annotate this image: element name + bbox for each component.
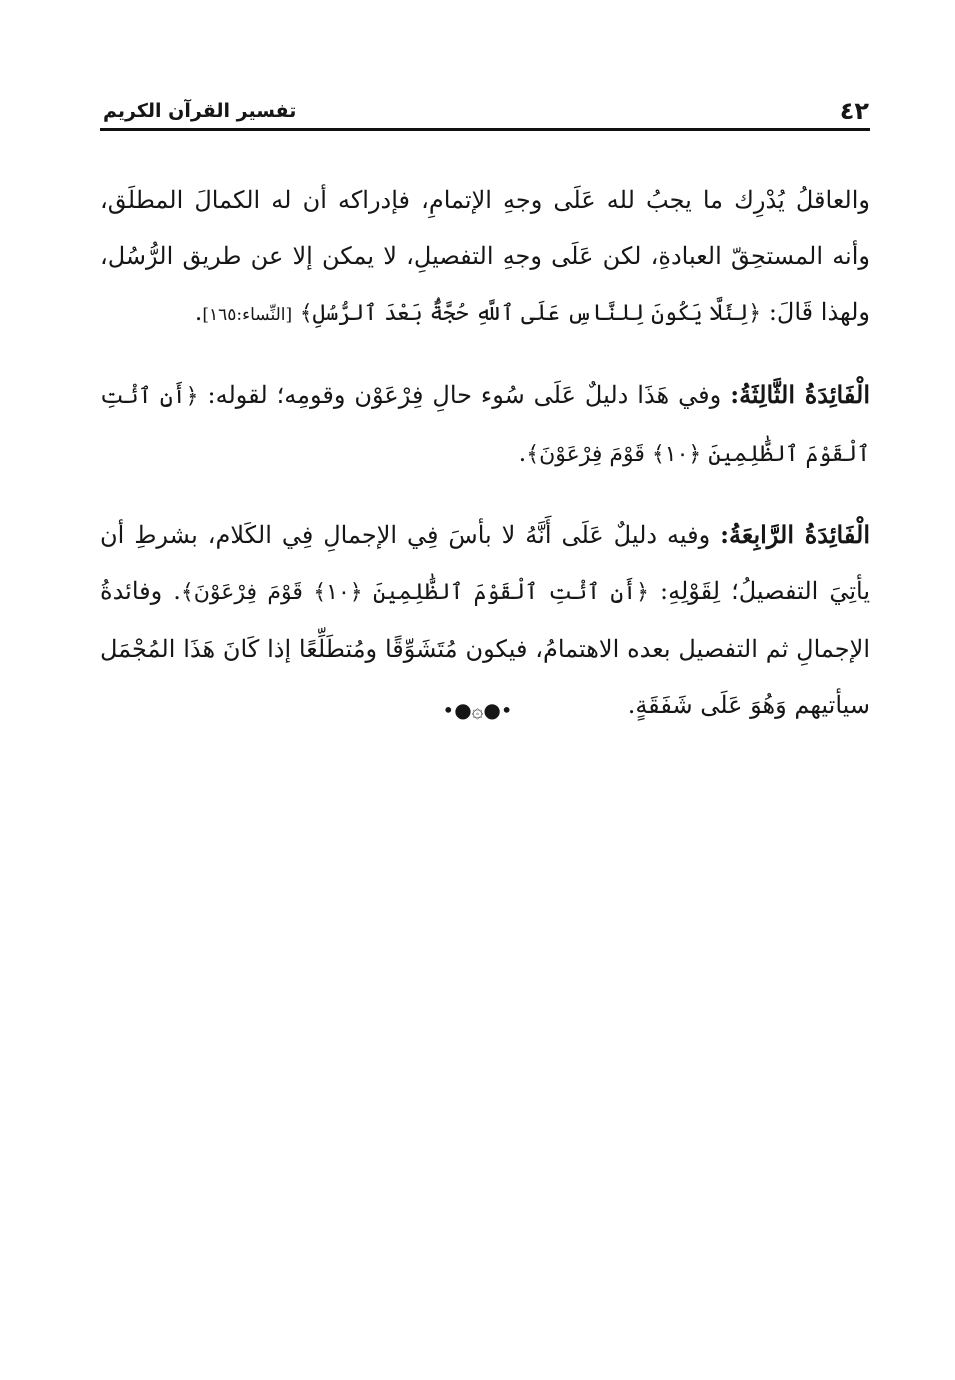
paragraph [100, 172, 870, 343]
verse-citation: [النِّساء:١٦٥] [202, 305, 293, 325]
quran-verse: ﴿أَنِ ٱئْتِ ٱلْقَوْمَ ٱلظَّٰلِمِينَ ﴿١٠﴾ قَوْمَ فِرْعَوْنَ﴾ [180, 580, 650, 605]
paragraph [100, 367, 870, 483]
end-ornament-icon: •●۞●• [442, 698, 513, 722]
body-text: وفيه دليلٌ عَلَى أَنَّهُ لا بأسَ فِي الإجمالِ فِي الكَلام، بشرطِ أن يأتِيَ التفصيلُ؛ لِقَوْلِهِ: [100, 521, 870, 605]
section-label: الْفَائِدَةُ الثَّالِثَةُ: [730, 380, 870, 409]
body-text: وفي هَذَا دليلٌ عَلَى سُوء حالِ فِرْعَوْن وقومِه؛ لقوله: [198, 381, 731, 409]
body-text: والعاقلُ يُدْرِك ما يجبُ لله عَلَى وجهِ الإتمامِ، فإدراكه أن له الكمالَ المطلَق، وأنه المستحِقّ العبادةِ، لكن عَلَى وجهِ التفصيلِ، لا يمكن إلا عن طريق الرُّسُل، ولهذا قَالَ: [100, 186, 870, 326]
quran-verse: ﴿لِئَلَّا يَكُونَ لِلنَّاسِ عَلَى ٱللَّهِ حُجَّةٌۢ بَعْدَ ٱلرُّسُلِ﴾ [299, 301, 762, 326]
body-text: . [194, 298, 203, 326]
header-divider [100, 128, 870, 131]
quran-verse: ﴿أَنِ ٱئْتِ ٱلْقَوْمَ ٱلظَّٰلِمِينَ ﴿١٠﴾ قَوْمَ فِرْعَوْنَ﴾ [100, 384, 870, 467]
section-label: الْفَائِدَةُ الرَّابِعَةُ: [720, 520, 870, 549]
page-body [100, 172, 870, 757]
page-number: ٤٢ [839, 97, 869, 125]
body-text: . [518, 439, 527, 467]
page-header [103, 96, 869, 126]
body-text: . وفائدةُ الإجمالِ ثم التفصيل بعده الاهتمامُ، فيكون مُتَشَوِّقًا ومُتطَلِّعًا إذا كَانَ هَذَا المُجْمَل سيأتيهم وَهُوَ عَلَى شَفَقَةٍ. [100, 577, 870, 719]
book-title: تفسير القرآن الكريم [103, 100, 297, 122]
